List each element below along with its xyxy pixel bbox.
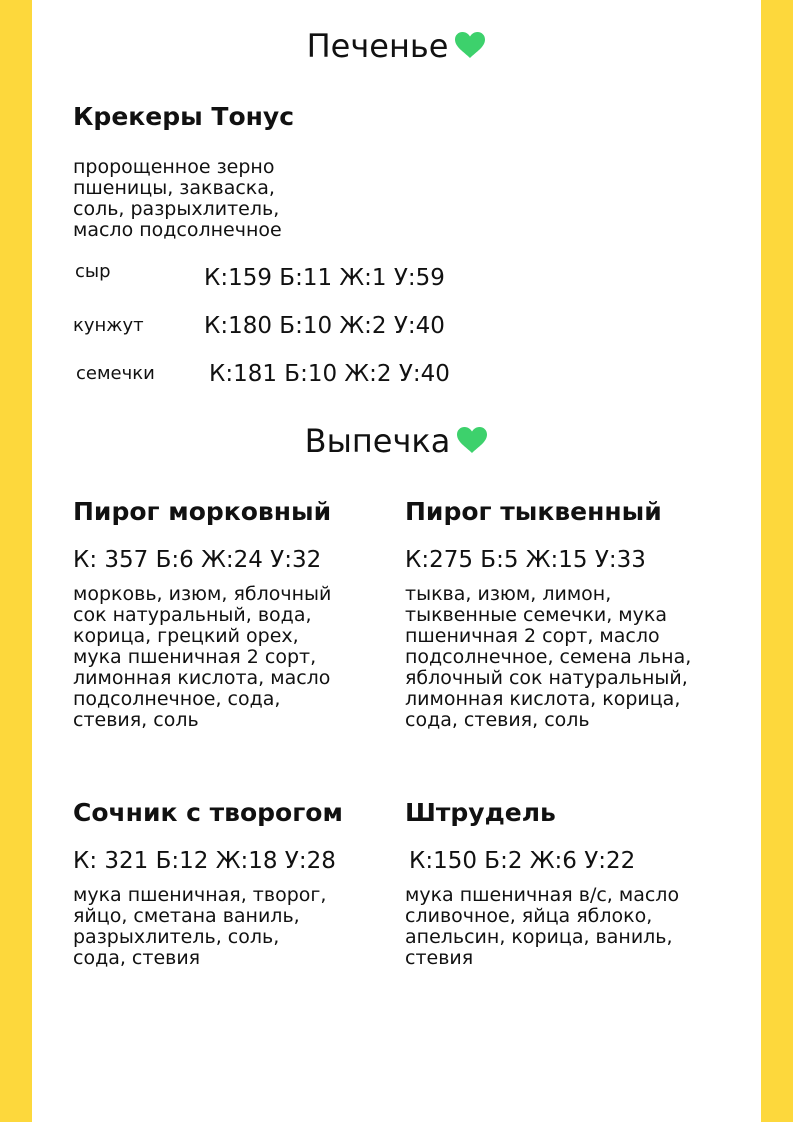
ingredients-carrot-pie: морковь, изюм, яблочный сок натуральный, вода, корица, грецкий орех, мука пшеничная 2 сорт, лимонная кислота, масло подсолнечное, сода, стевия, соль xyxy=(73,583,332,731)
product-title-strudel: Штрудель xyxy=(405,798,556,827)
section-title-text: Выпечка xyxy=(304,422,451,460)
right-yellow-stripe xyxy=(761,0,793,1122)
ingredients-pumpkin-pie: тыква, изюм, лимон, тыквенные семечки, мука пшеничная 2 сорт, масло подсолнечное, семена льна, яблочный сок натуральный, лимонная кислота, корица, сода, стевия, соль xyxy=(405,583,692,731)
nutrition-strudel: К:150 Б:2 Ж:6 У:22 xyxy=(409,848,636,874)
nutrition-carrot-pie: К: 357 Б:6 Ж:24 У:32 xyxy=(73,547,322,573)
variant-label: семечки xyxy=(76,363,155,384)
left-yellow-stripe xyxy=(0,0,32,1122)
ingredients-strudel: мука пшеничная в/с, масло сливочное, яйца яблоко, апельсин, корица, ваниль, стевия xyxy=(405,884,680,969)
product-title-carrot-pie: Пирог морковный xyxy=(73,497,332,526)
green-heart-icon xyxy=(456,423,488,451)
variant-nutrition: К:159 Б:11 Ж:1 У:59 xyxy=(204,265,445,291)
product-title-pumpkin-pie: Пирог тыквенный xyxy=(405,497,662,526)
section-title-text: Печенье xyxy=(306,27,449,65)
variant-nutrition: К:181 Б:10 Ж:2 У:40 xyxy=(209,361,450,387)
section-title-pastry xyxy=(32,421,761,461)
variant-nutrition: К:180 Б:10 Ж:2 У:40 xyxy=(204,313,445,339)
product-title-cottage-cheese-sochnik: Сочник с творогом xyxy=(73,798,343,827)
green-heart-icon xyxy=(454,28,486,56)
nutrition-pumpkin-pie: К:275 Б:5 Ж:15 У:33 xyxy=(405,547,646,573)
ingredients-tonus-crackers: пророщенное зерно пшеницы, закваска, соль, разрыхлитель, масло подсолнечное xyxy=(73,156,282,241)
variant-label: сыр xyxy=(75,261,111,282)
nutrition-cottage-cheese-sochnik: К: 321 Б:12 Ж:18 У:28 xyxy=(73,848,336,874)
ingredients-cottage-cheese-sochnik: мука пшеничная, творог, яйцо, сметана ваниль, разрыхлитель, соль, сода, стевия xyxy=(73,884,327,969)
variant-label: кунжут xyxy=(73,315,144,336)
section-title-cookies xyxy=(32,26,761,66)
product-title-tonus-crackers: Крекеры Тонус xyxy=(73,102,295,131)
